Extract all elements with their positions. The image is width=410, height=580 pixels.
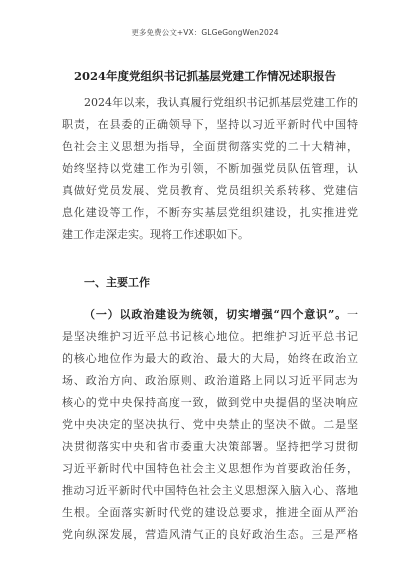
paragraph-text: 一 [347, 308, 358, 321]
section-heading: 一、主要工作 [84, 276, 150, 289]
paragraph-line: 决贯彻落实中央和省市委重大决策部署。坚持把学习贯彻 [62, 440, 358, 453]
paragraph-line: 的核心地位作为最大的政治、最大的大局，始终在政治立 [62, 352, 358, 365]
paragraph-line: 推动习近平新时代中国特色社会主义思想深入脑入心、落地 [62, 484, 358, 497]
paragraph-line: 息化建设等工作，不断夯实基层党组织建设，扎实推进党 [62, 206, 358, 219]
header-note: 更多免费公文+VX：GLGeGongWen2024 [131, 28, 279, 37]
paragraph-line: 场、政治方向、政治原则、政治道路上同以习近平同志为 [62, 374, 358, 387]
paragraph-line: 习近平新时代中国特色社会主义思想作为首要政治任务， [62, 462, 358, 475]
paragraph-line: 建工作走深走实。现将工作述职如下。 [62, 228, 249, 241]
paragraph-line [62, 304, 358, 326]
intro-paragraph [62, 92, 358, 246]
section-1 [62, 272, 358, 294]
paragraph-line: 色社会主义思想为指导，全面贯彻落实党的二十大精神， [62, 140, 358, 153]
subsection-1 [62, 304, 358, 546]
paragraph-line: 真做好党员发展、党员教育、党员组织关系转移、党建信 [62, 184, 358, 197]
paragraph-line: 生根。全面落实新时代党的建设总要求，推进全面从严治 [62, 506, 358, 519]
document-title: 2024年度党组织书记抓基层党建工作情况述职报告 [73, 69, 336, 83]
paragraph-line: 始终坚持以党建工作为引领，不断加强党员队伍管理，认 [62, 162, 358, 175]
paragraph-line: 职责，在县委的正确领导下，坚持以习近平新时代中国特 [62, 118, 358, 131]
paragraph-line: 党中央决定的坚决执行、党中央禁止的坚决不做。二是坚 [62, 418, 358, 431]
paragraph-line: 核心的党中央保持高度一致，做到党中央提倡的坚决响应 [62, 396, 358, 409]
paragraph-line: 2024年以来，我认真履行党组织书记抓基层党建工作的 [84, 96, 358, 109]
paragraph-line: 是坚决维护习近平总书记核心地位。把维护习近平总书记 [62, 330, 358, 343]
paragraph-line: 党向纵深发展，营造风清气正的良好政治生态。三是严格 [62, 528, 358, 541]
subsection-heading: （一）以政治建设为统领，切实增强“四个意识”。 [84, 308, 347, 321]
